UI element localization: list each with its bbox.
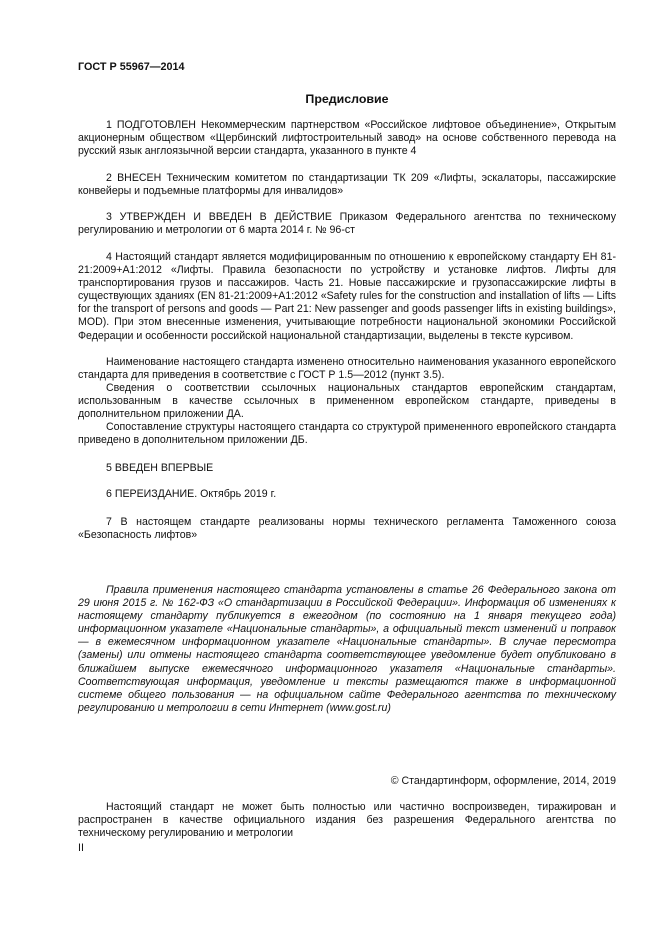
standard-application-notice: Правила применения настоящего стандарта установлены в статье 26 Федерального закона от 29 июня 2015 г. № 162-ФЗ «О стандартизации в Российской Федерации». Информация об изменениях к настоящему стандарту публикуется в ежегодном (по состоянию на 1 января текущего года) информационном указателе «Национальные стандарты», а официальный текст изменений и поправок — в ежемесячном информационном указателе «Национальные стандарты». В случае пересмотра (замены) или отмены настоящего стандарта соответствующее уведомление будет опубликовано в ближайшем выпуске ежемесячного информационного указателя «Национальные стандарты». Соответствующая информация, уведомление и тексты размещаются также в информационной системе общего пользования — на официальном сайте Федерального агентства по техническому регулированию и метрологии в сети Интернет (www.gost.ru) (78, 584, 616, 714)
page-number: II (78, 842, 84, 854)
paragraph-5-first-introduced: 5 ВВЕДЕН ВПЕРВЫЕ (106, 462, 214, 474)
paragraph-6-reissue: 6 ПЕРЕИЗДАНИЕ. Октябрь 2019 г. (106, 488, 277, 500)
paragraph-1-prepared: 1 ПОДГОТОВЛЕН Некоммерческим партнерством «Российское лифтовое объединение», Открытым акционерным обществом «Щербинский лифтостроительный завод» на основе собственного перевода на русский язык англоязычной версии стандарта, указанного в пункте 4 (78, 119, 616, 158)
paragraph-4-modification: 4 Настоящий стандарт является модифицированным по отношению к европейскому стандарту ЕН 81-21:2009+А1:2012 «Лифты. Правила безопасности по устройству и установке лифтов. Лифты для транспортирования грузов и пассажиров. Часть 21. Новые пассажирские и грузопассажирские лифты в существующих зданиях (EN 81-21:2009+A1:2012 «Safety rules for the construction and installation of lifts — Lifts for the transport of persons and goods — Part 21: New passenger and goods passenger lifts in existing buildings», MOD). При этом внесенные изменения, учитывающие потребности национальной экономики Российской Федерации и особенности российской национальной стандартизации, выделены в тексте курсивом. (78, 251, 616, 342)
reproduction-notice: Настоящий стандарт не может быть полностью или частично воспроизведен, тиражирован и распространен в качестве официального издания без разрешения Федерального агентства по техническому регулированию и метрологии (78, 801, 616, 840)
paragraph-4-structure: Сопоставление структуры настоящего стандарта со структурой примененного европейского стандарта приведено в дополнительном приложении ДБ. (78, 421, 616, 447)
paragraph-3-approved: 3 УТВЕРЖДЕН И ВВЕДЕН В ДЕЙСТВИЕ Приказом Федерального агентства по техническому регулированию и метрологии от 6 марта 2014 г. № 96-ст (78, 211, 616, 237)
paragraph-7-regulation: 7 В настоящем стандарте реализованы нормы технического регламента Таможенного союза «Безопасность лифтов» (78, 516, 616, 542)
copyright-line: © Стандартинформ, оформление, 2014, 2019 (390, 775, 616, 787)
document-page (78, 0, 616, 935)
paragraph-4-name-change: Наименование настоящего стандарта изменено относительно наименования указанного европейского стандарта для приведения в соответствие с ГОСТ Р 1.5—2012 (пункт 3.5). (78, 356, 616, 382)
document-code-header: ГОСТ Р 55967—2014 (78, 61, 185, 73)
page-title: Предисловие (305, 92, 389, 106)
paragraph-4-references: Сведения о соответствии ссылочных национальных стандартов европейским стандартам, использованным в качестве ссылочных в примененном европейском стандарте, приведены в дополнительном приложении ДА. (78, 382, 616, 421)
paragraph-2-introduced: 2 ВНЕСЕН Техническим комитетом по стандартизации ТК 209 «Лифты, эскалаторы, пассажирские конвейеры и подъемные платформы для инвалидов» (78, 172, 616, 198)
